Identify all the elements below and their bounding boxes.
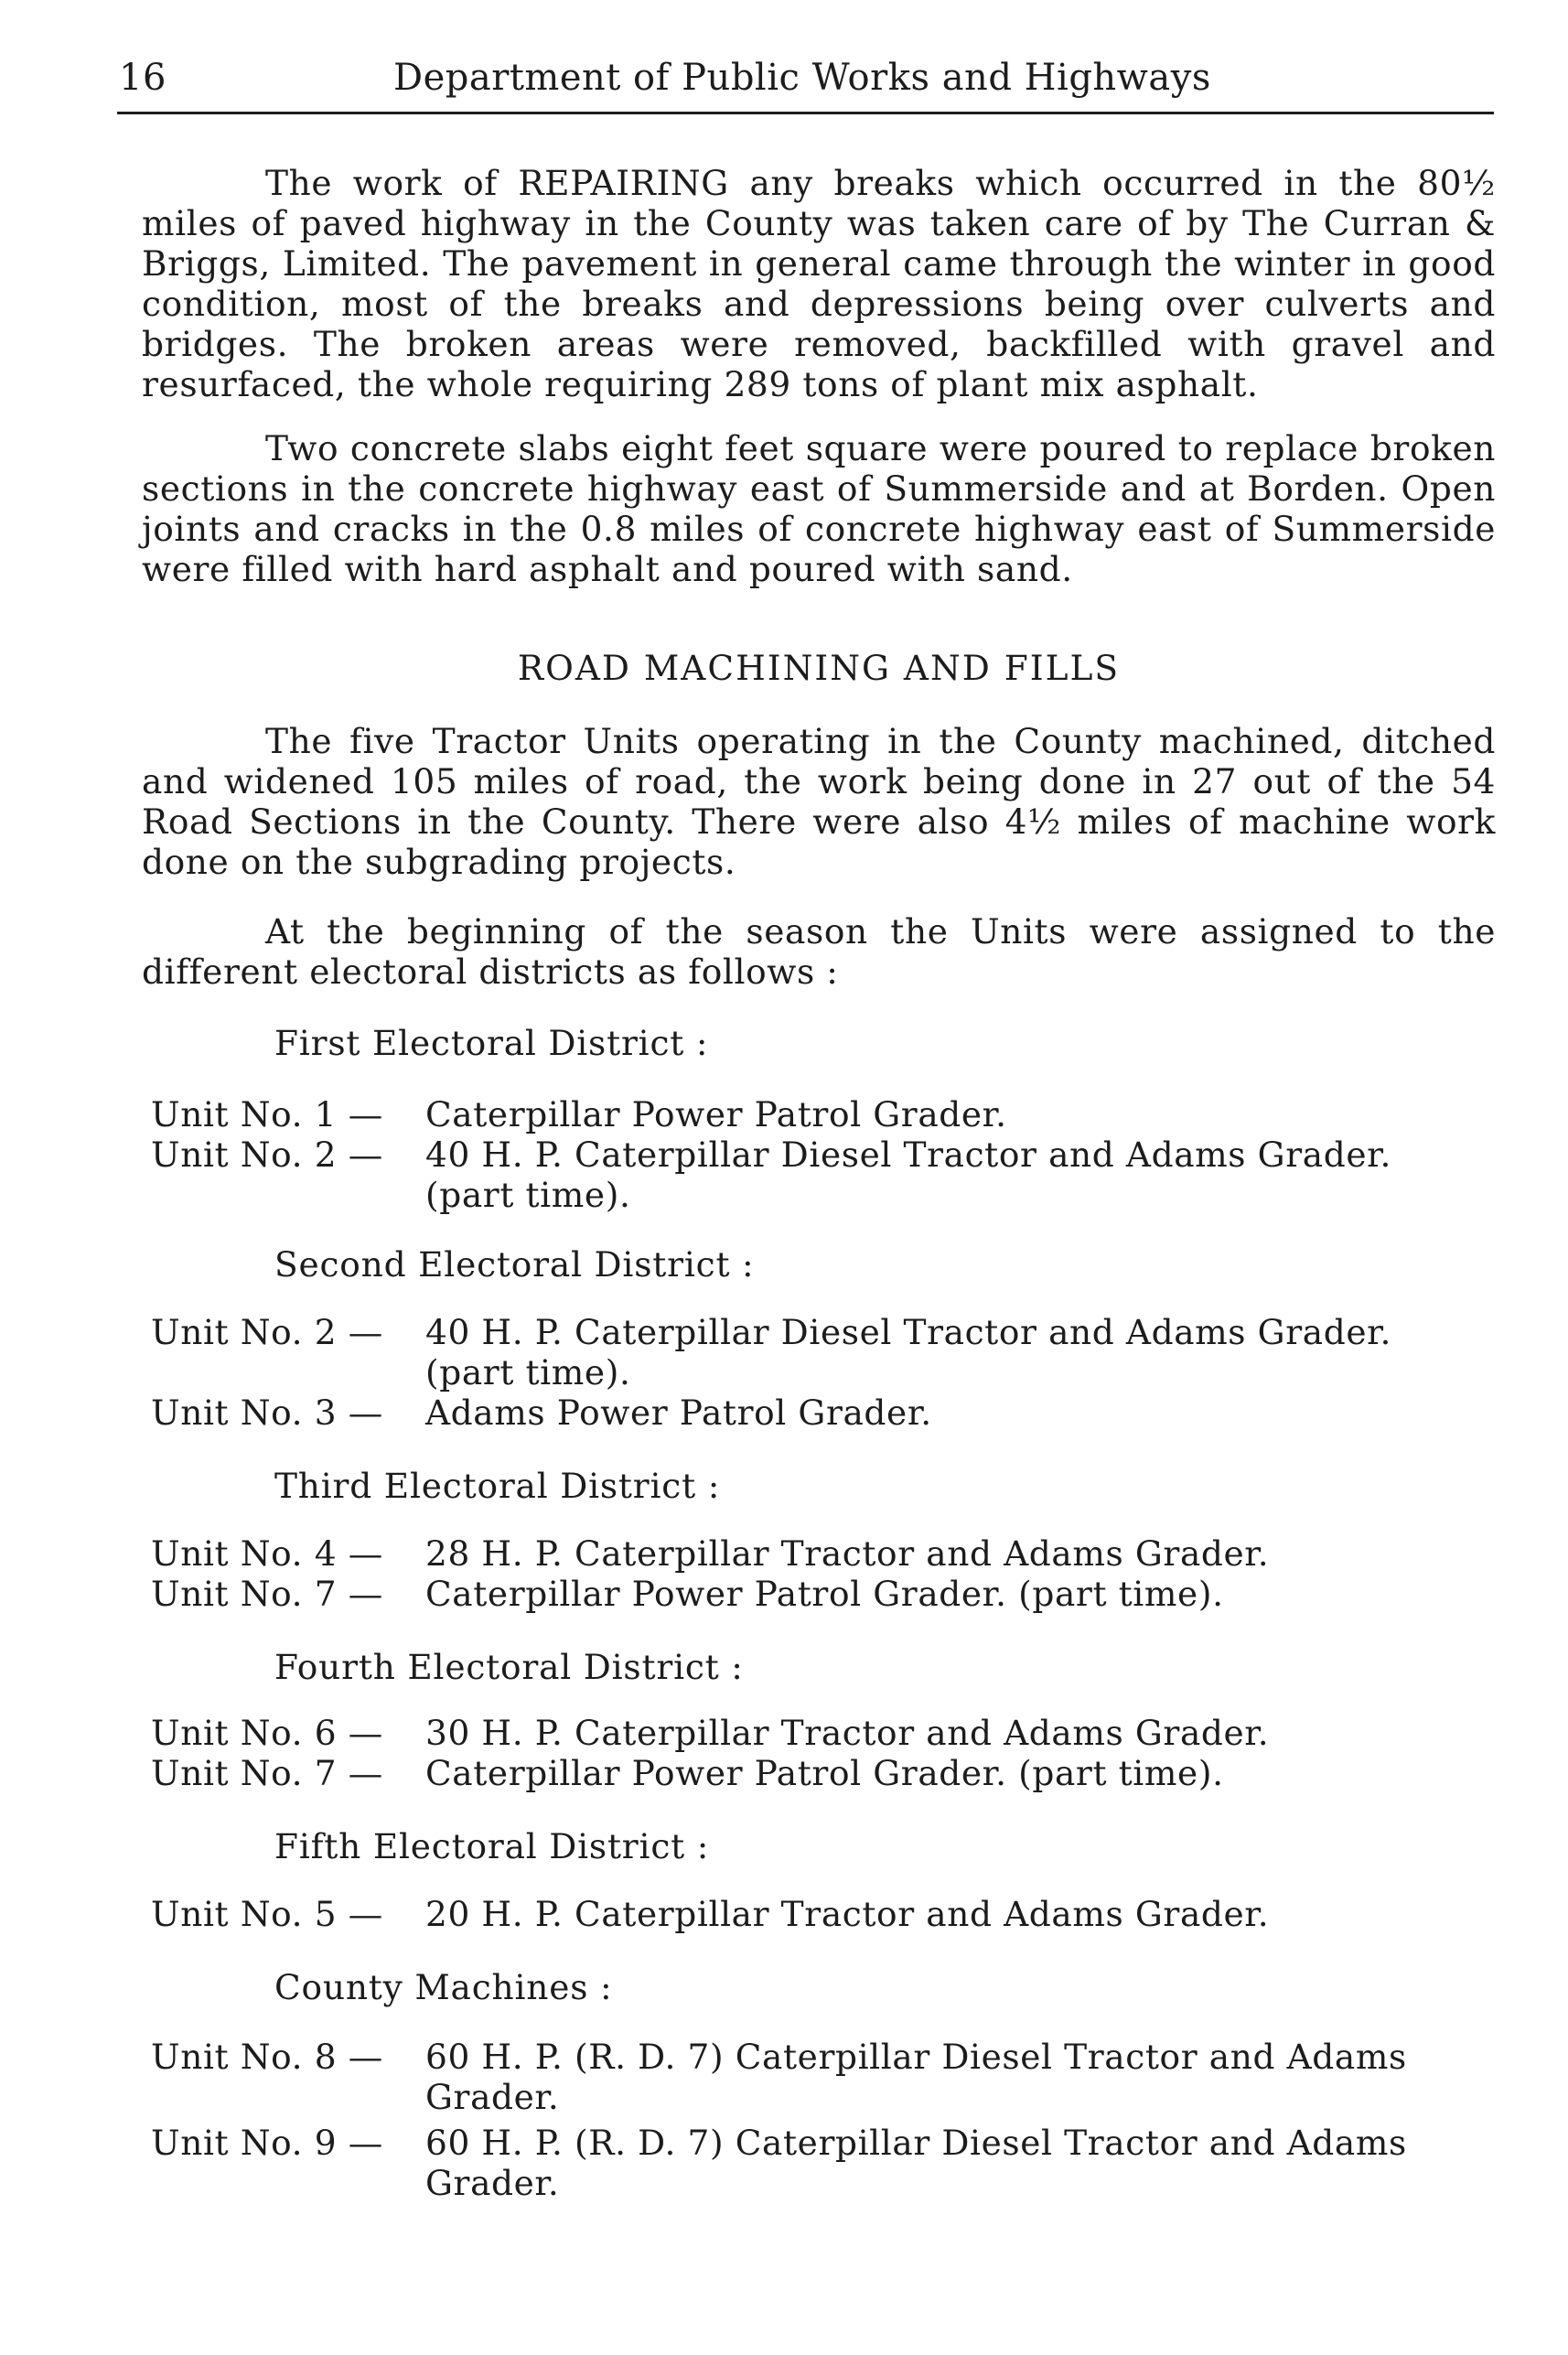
page-header (119, 57, 1491, 108)
paragraph-text: At the beginning of the season the Units were assigned to the different electoral districts as follows : (142, 911, 1496, 992)
unit-entry (151, 1574, 1523, 1614)
district-title: Fifth Electoral District : (274, 1826, 710, 1866)
section-heading: ROAD MACHINING AND FILLS (517, 648, 1121, 688)
unit-entry (151, 1094, 1523, 1134)
unit-description: 60 H. P. (R. D. 7) Caterpillar Diesel Tractor and Adams (425, 2123, 1407, 2163)
unit-description: Adams Power Patrol Grader. (425, 1393, 932, 1433)
unit-description-continued: Grader. (425, 2163, 560, 2203)
unit-description: 30 H. P. Caterpillar Tractor and Adams Grader. (425, 1713, 1270, 1753)
district-title: Second Electoral District : (274, 1244, 755, 1285)
district-title: County Machines : (274, 1967, 613, 2007)
unit-label: Unit No. 2 — (151, 1312, 383, 1352)
unit-description-continued: Grader. (425, 2077, 560, 2117)
unit-description: 40 H. P. Caterpillar Diesel Tractor and Adams Grader. (425, 1312, 1392, 1352)
unit-entry (151, 2123, 1523, 2203)
unit-entry (151, 1312, 1523, 1393)
unit-description: 40 H. P. Caterpillar Diesel Tractor and Adams Grader. (425, 1134, 1392, 1175)
unit-entry (151, 1533, 1523, 1574)
unit-description: Caterpillar Power Patrol Grader. (425, 1094, 1007, 1134)
unit-description: Caterpillar Power Patrol Grader. (part time). (425, 1574, 1224, 1614)
unit-label: Unit No. 2 — (151, 1134, 383, 1175)
unit-entry (151, 1894, 1523, 1934)
paragraph-concrete (142, 428, 1496, 589)
unit-entry (151, 1713, 1523, 1753)
unit-label: Unit No. 4 — (151, 1533, 383, 1574)
unit-label: Unit No. 7 — (151, 1753, 383, 1793)
unit-entry (151, 1393, 1523, 1433)
running-title: Department of Public Works and Highways (393, 57, 1211, 99)
unit-entry (151, 1134, 1523, 1215)
unit-label: Unit No. 6 — (151, 1713, 383, 1753)
unit-entry (151, 2037, 1523, 2117)
unit-label: Unit No. 5 — (151, 1894, 383, 1934)
paragraph-repairing (142, 163, 1496, 404)
paragraph-text: The work of REPAIRING any breaks which occurred in the 80½ miles of paved highway in the County was taken care of by The Curran & Briggs, Limited. The pavement in general came through the winter in good condition, most of the breaks and depressions being over culverts and bridges. The broken areas were removed, backfilled with gravel and resurfaced, the whole requiring 289 tons of plant mix asphalt. (142, 163, 1496, 404)
unit-label: Unit No. 7 — (151, 1574, 383, 1614)
unit-description: 60 H. P. (R. D. 7) Caterpillar Diesel Tractor and Adams (425, 2037, 1407, 2077)
unit-description-continued: (part time). (425, 1352, 631, 1393)
unit-label: Unit No. 8 — (151, 2037, 383, 2077)
unit-label: Unit No. 3 — (151, 1393, 383, 1433)
district-title: Fourth Electoral District : (274, 1647, 744, 1687)
unit-description-continued: (part time). (425, 1175, 631, 1215)
district-title: First Electoral District : (274, 1023, 709, 1063)
paragraph-tractor-units (142, 721, 1496, 882)
unit-description: 20 H. P. Caterpillar Tractor and Adams Grader. (425, 1894, 1270, 1934)
paragraph-assignment (142, 911, 1496, 992)
unit-label: Unit No. 1 — (151, 1094, 383, 1134)
district-title: Third Electoral District : (274, 1466, 721, 1506)
page-number: 16 (119, 57, 166, 99)
unit-description: Caterpillar Power Patrol Grader. (part time). (425, 1753, 1224, 1793)
header-rule (117, 112, 1494, 114)
paragraph-text: Two concrete slabs eight feet square were poured to replace broken sections in the concrete highway east of Summerside and at Borden. Open joints and cracks in the 0.8 miles of concrete highway east of Summerside were filled with hard asphalt and poured with sand. (142, 428, 1496, 589)
unit-description: 28 H. P. Caterpillar Tractor and Adams Grader. (425, 1533, 1270, 1574)
paragraph-text: The five Tractor Units operating in the County machined, ditched and widened 105 miles of road, the work being done in 27 out of the 54 Road Sections in the County. There were also 4½ miles of machine work done on the subgrading projects. (142, 721, 1496, 882)
unit-label: Unit No. 9 — (151, 2123, 383, 2163)
unit-entry (151, 1753, 1523, 1793)
